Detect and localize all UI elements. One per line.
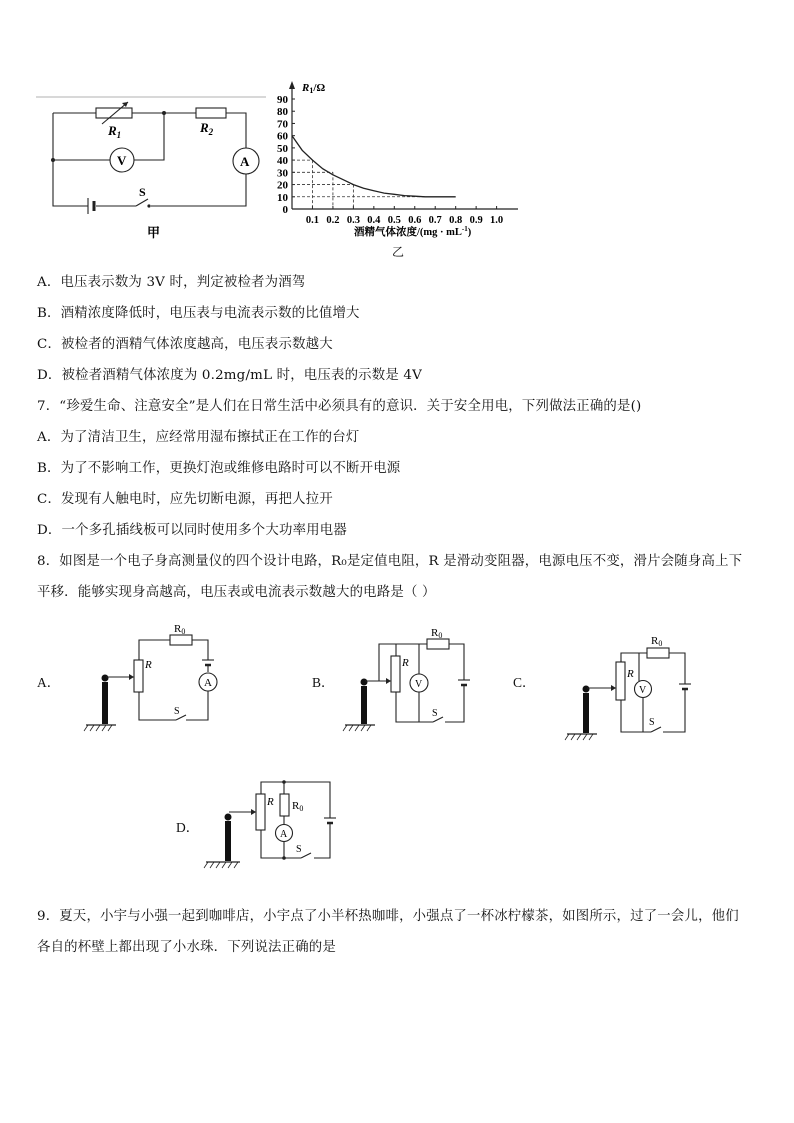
y-tick-label: 10 bbox=[277, 191, 288, 204]
q9-line2: 各自的杯壁上都出现了小水珠．下列说法正确的是 bbox=[37, 940, 336, 955]
y-tick-label: 70 bbox=[277, 118, 288, 131]
ammeter-letter: A bbox=[240, 154, 250, 169]
q8-stem-line1: 8．如图是一个电子身高测量仪的四个设计电路，R₀是定值电阻，R 是滑动变阻器，电源电压不变，滑片会随身高上下 bbox=[37, 554, 743, 569]
y-tick-label: 50 bbox=[277, 142, 288, 155]
x-tick-label: 0.6 bbox=[408, 215, 422, 226]
r1-label: $R_1$ bbox=[108, 123, 122, 140]
r2-label: $R_2$ bbox=[200, 120, 214, 137]
person-silhouette bbox=[361, 679, 368, 725]
y-tick-label: 40 bbox=[277, 155, 288, 168]
q8-option-a-label: A． bbox=[37, 675, 61, 690]
q8-option-b-label: B． bbox=[312, 675, 335, 690]
circuit-c bbox=[563, 628, 703, 743]
circuit-d bbox=[204, 772, 344, 872]
r0-resistor bbox=[427, 639, 449, 649]
q8-option-d-label: D． bbox=[176, 820, 200, 835]
x-tick-label: 0.4 bbox=[367, 215, 381, 226]
q7-option-d: D．一个多孔插线板可以同时使用多个大功率用电器 bbox=[37, 523, 347, 538]
q8-stem-line2: 平移．能够实现身高越高，电压表或电流表示数越大的电路是（ ） bbox=[37, 585, 436, 600]
x-tick-label: 1.0 bbox=[490, 215, 504, 226]
figure-jia-caption: 甲 bbox=[147, 225, 161, 240]
x-tick-label: 0.5 bbox=[387, 215, 401, 226]
switch-label: S bbox=[139, 185, 146, 199]
ground-hatch bbox=[204, 862, 240, 868]
figure-jia-circuit bbox=[36, 90, 276, 240]
r2-resistor bbox=[196, 108, 226, 118]
svg-text:R0: R0 bbox=[651, 635, 663, 648]
person-silhouette bbox=[583, 686, 590, 734]
r0-resistor bbox=[170, 635, 192, 645]
x-tick-label: 0.8 bbox=[449, 215, 463, 226]
y-tick-label: 60 bbox=[277, 130, 288, 143]
q6-option-a: A．电压表示数为 3V 时，判定被检者为酒驾 bbox=[37, 275, 306, 290]
voltmeter-letter: V bbox=[117, 153, 127, 168]
svg-text:R: R bbox=[627, 668, 634, 680]
q7-option-a: A．为了清洁卫生，应经常用湿布擦拭正在工作的台灯 bbox=[37, 430, 360, 445]
person-silhouette bbox=[102, 675, 109, 725]
y-axis-arrow bbox=[289, 81, 295, 89]
figure-yi-caption: 乙 bbox=[392, 245, 405, 259]
ground-hatch bbox=[565, 734, 597, 740]
ground-hatch bbox=[84, 725, 116, 731]
y-tick-label: 0 bbox=[282, 204, 288, 216]
r-slider-resistor bbox=[616, 662, 625, 700]
y-tick-label: 80 bbox=[277, 106, 288, 119]
x-axis-label: 酒精气体浓度$/(mg \cdot mL^{-1})$ bbox=[354, 225, 472, 238]
svg-text:V: V bbox=[415, 679, 423, 690]
r1-resistor bbox=[96, 108, 132, 118]
q6-option-b: B．酒精浓度降低时，电压表与电流表示数的比值增大 bbox=[37, 306, 360, 321]
q6-option-d: D．被检者酒精气体浓度为 0.2mg/mL 时，电压表的示数是 4V bbox=[37, 368, 422, 383]
svg-text:S: S bbox=[649, 717, 655, 728]
svg-text:R0: R0 bbox=[431, 627, 443, 640]
person-silhouette bbox=[225, 814, 232, 862]
q9-line1: 9．夏天，小宇与小强一起到咖啡店，小宇点了小半杯热咖啡，小强点了一杯冰柠檬茶，如图所示，过了一会儿，他们 bbox=[37, 909, 739, 924]
figure-yi-chart bbox=[268, 76, 538, 266]
svg-text:R0: R0 bbox=[292, 800, 304, 813]
r-slider-resistor bbox=[391, 656, 400, 692]
q6-option-c: C．被检者的酒精气体浓度越高，电压表示数越大 bbox=[37, 337, 333, 352]
x-tick-label: 0.3 bbox=[346, 215, 360, 226]
ground-hatch bbox=[343, 725, 375, 731]
x-tick-label: 0.1 bbox=[305, 215, 320, 226]
x-tick-label: 0.9 bbox=[469, 215, 483, 226]
r-slider-resistor bbox=[256, 794, 265, 830]
q8-option-c-label: C． bbox=[513, 675, 536, 690]
y-tick-label: 30 bbox=[277, 167, 288, 180]
svg-text:S: S bbox=[174, 706, 180, 717]
y-axis-label: R1/Ω bbox=[302, 82, 326, 95]
r-slider-resistor bbox=[134, 660, 143, 692]
svg-text:S: S bbox=[432, 708, 438, 719]
svg-text:R: R bbox=[402, 657, 409, 669]
y-tick-label: 90 bbox=[277, 94, 288, 106]
svg-text:A: A bbox=[204, 677, 212, 689]
svg-text:R0: R0 bbox=[174, 623, 186, 636]
x-tick-label: 0.7 bbox=[428, 215, 442, 226]
q7-option-b: B．为了不影响工作，更换灯泡或维修电路时可以不断开电源 bbox=[37, 461, 401, 476]
svg-text:A: A bbox=[280, 829, 288, 840]
svg-text:S: S bbox=[296, 844, 302, 855]
svg-text:R: R bbox=[145, 659, 152, 671]
q7-stem: 7．“珍爱生命、注意安全”是人们在日常生活中必须具有的意识．关于安全用电，下列做法正确的是() bbox=[37, 399, 642, 414]
switch-symbol bbox=[136, 199, 148, 206]
circuit-a bbox=[84, 622, 224, 732]
svg-text:V: V bbox=[639, 685, 647, 696]
r0-resistor bbox=[280, 794, 289, 816]
x-tick-label: 0.2 bbox=[326, 215, 340, 226]
y-tick-label: 20 bbox=[277, 179, 288, 192]
r1-curve bbox=[292, 136, 456, 197]
svg-text:R: R bbox=[267, 796, 274, 808]
r0-resistor bbox=[647, 648, 669, 658]
circuit-b bbox=[343, 622, 483, 732]
q7-option-c: C．发现有人触电时，应先切断电源，再把人拉开 bbox=[37, 492, 333, 507]
